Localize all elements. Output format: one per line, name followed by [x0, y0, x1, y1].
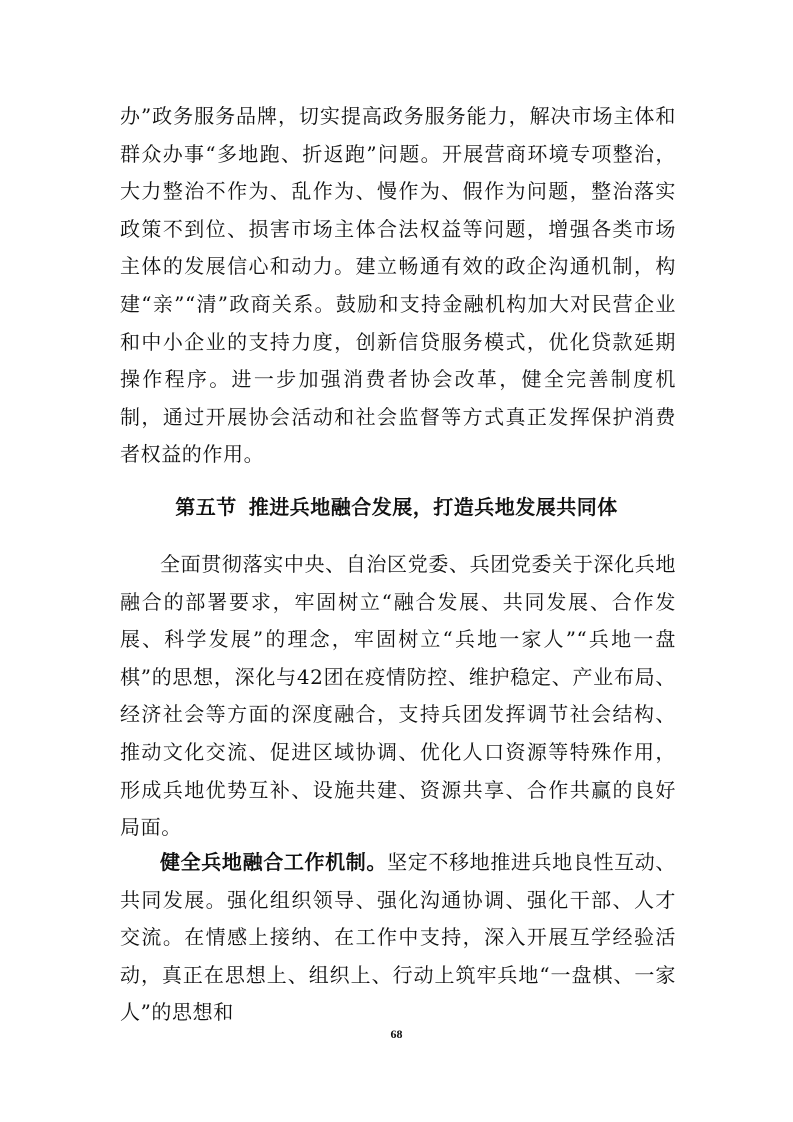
page-number: 68 [390, 1027, 403, 1041]
section-heading [0, 489, 793, 526]
paragraph-body-text: 坚定不移地推进兵地良性互动、共同发展。强化组织领导、强化沟通协调、强化干部、人才交流。在情感上接纳、在工作中支持，深入开展互学经验活动，真正在思想上、组织上、行动上筑牢兵地“一盘棋、一家人”的思想和 [120, 850, 676, 1025]
paragraph-bold-lead: 健全兵地融合工作机制。 [160, 850, 388, 874]
body-paragraph-continued: 办”政务服务品牌，切实提高政务服务能力，解决市场主体和群众办事“多地跑、折返跑”问题。开展营商环境专项整治，大力整治不作为、乱作为、慢作为、假作为问题，整治落实政策不到位、损害市场主体合法权益等问题，增强各类市场主体的发展信心和动力。建立畅通有效的政企沟通机制，构建“亲”“清”政商关系。鼓励和支持金融机构加大对民营企业和中小企业的支持力度，创新信贷服务模式，优化贷款延期操作程序。进一步加强消费者协会改革，健全完善制度机制，通过开展协会活动和社会监督等方式真正发挥保护消费者权益的作用。 [120, 104, 676, 467]
section-title: 推进兵地融合发展，打造兵地发展共同体 [248, 495, 618, 519]
section-number: 第五节 [175, 495, 237, 519]
body-paragraph-intro: 全面贯彻落实中央、自治区党委、兵团党委关于深化兵地融合的部署要求，牢固树立“融合发展、共同发展、合作发展、科学发展”的理念，牢固树立“兵地一家人”“兵地一盘棋”的思想，深化与42团在疫情防控、维护稳定、产业布局、经济社会等方面的深度融合，支持兵团发挥调节社会结构、推动文化交流、促进区域协调、优化人口资源等特殊作用，形成兵地优势互补、设施共建、资源共享、合作共赢的良好局面。 [120, 552, 676, 840]
body-paragraph-mechanism [120, 844, 676, 1032]
